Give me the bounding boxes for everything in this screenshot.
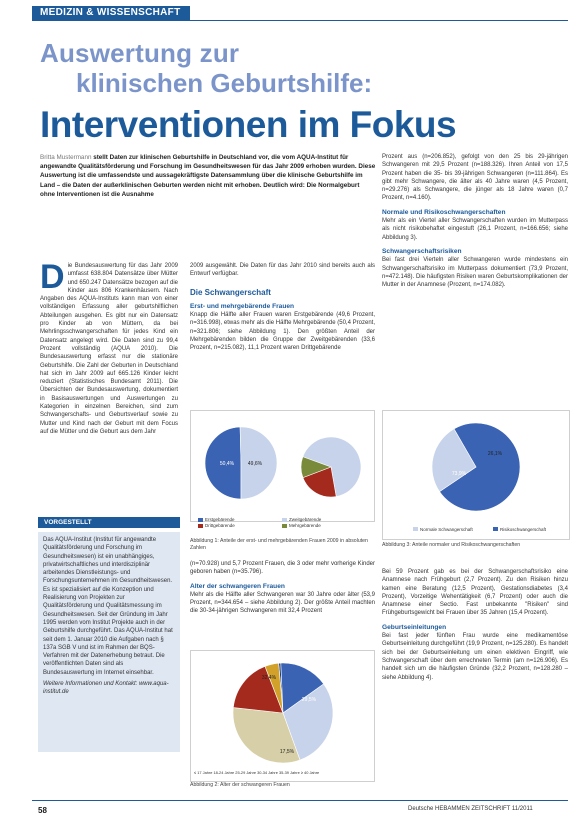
figure-3 (382, 410, 570, 540)
subheading-normal-risiko: Normale und Risikoschwangerschaften (382, 208, 506, 216)
info-box (38, 532, 180, 752)
headline: Interventionen im Fokus (40, 104, 457, 145)
title-line-1: Auswertung zur (40, 38, 240, 68)
figure-2-pie (191, 651, 374, 781)
column-2-text: Knapp die Hälfte aller Frauen waren Erstgebärende (49,6 Prozent, n=316.998), etwas mehr als die Hälfte Mehrgebärende (50,4 Prozent, n=321.806; siehe Abbildung 1). Den größten Anteil der Mehrgebärenden bilden die Gruppe der Zweitgebärenden (33,6 Prozent, n=215.082), 11,1 Prozent waren Drittgebärende (190, 312, 375, 352)
lead-paragraph (40, 153, 376, 199)
title-line-2: klinischen Geburtshilfe: (76, 68, 373, 98)
column-2-intro: 2009 ausgewählt. Die Daten für das Jahr 2010 sind bereits auch als Entwurf verfügbar. (190, 263, 375, 278)
info-box-note: Weitere Informationen und Kontakt: www.aqua-institut.de (43, 681, 169, 696)
pie-label-10: 32,4% (261, 675, 277, 681)
legend-item-2: Zweitgebärende (282, 517, 366, 523)
column-3-bottom (382, 568, 568, 682)
figure-1-legend (198, 517, 368, 529)
column-3-top (382, 153, 568, 289)
legend-label-2: Risikoschwangerschaft (500, 527, 547, 532)
subheading-alter: Alter der schwangeren Frauen (190, 582, 285, 590)
legend-item-4: Mehrgebärende (282, 523, 366, 529)
section-label: MEDIZIN & WISSENSCHAFT (32, 6, 190, 20)
subheading-risiken: Schwangerschaftsrisiken (382, 247, 462, 255)
footer-rule (32, 800, 568, 801)
figure-1-caption: Abbildung 1: Anteile der erst- und mehrgebärenden Frauen 2009 in absoluten Zahlen (190, 538, 368, 551)
figure-3-caption: Abbildung 3: Anteile normaler und Risikoschwangerschaften (382, 542, 521, 548)
header-rule (32, 20, 568, 21)
column-1-text: ie Bundesauswertung für das Jahr 2009 umfasst 638.804 Datensätze über Mütter und 650.247 Datensätze bezogen auf die Kinder aus 806 Krankenhäusern. Nach Angaben des AQUA-Instituts kann man von einer vollständigen Erfassung aller geburtshilflichen Abteilungen ausgehen. Es gibt nur ein Datensatz pro Kinder ab von Müttern, da bei Mehrlingsschwangerschaften für jedes Kind ein Datensatz angelegt wird. Die Daten sind zu 99,4 Prozent vollständig (AQUA 2010). Die Bundesauswertung erfasst nur die stationäre Geburtshilfe. Die Zahl der Geburten in Deutschland hat sich im Jahr 2009 auf 665.126 Kinder leicht reduziert (Statistisches Bundesamt 2011). Die Übersichten der Bundesauswertung, dokumentiert in Basisauswertungen und Auswertungen zu Kategorien in einzelnen Bereichen, sind zum Schwangerschafts- und Geburtsverlauf sowie zu Mutter und Kind nach der Geburt mit dem Focus auf die Mütter und die Geburt aus dem Jahr (40, 263, 178, 435)
column-1 (40, 258, 178, 436)
column-2-text-3: (n=70.928) und 5,7 Prozent Frauen, die 3 oder mehr vorherige Kinder geboren haben (n=35.796). (190, 561, 375, 576)
pie-label-12: 17,5% (279, 749, 295, 755)
info-box-header: VORGESTELLT (38, 517, 180, 528)
column-3-text-4: Bei 59 Prozent gab es bei der Schwangerschaftsrisiko eine Anamnese nach Frühgeburt (2,7 Prozent). Zu den Risiken hinzu kamen eine Beratung (12,5 Prozent), Gestationsdiabetes (3,4 Prozent), Vorzeitige Wehentätigkeit (6,7 Prozent) oder auch die Anamnese einer Sectio. Fast unbekannte "Risiken" sind Frühgeburtsgewicht bei Frauen über 35 Jahren (15,4 Prozent). (382, 569, 568, 617)
figure-3-pie (383, 411, 569, 539)
legend-item-1: Erstgebärende (198, 517, 282, 523)
pie-label-20: 73,9% (451, 471, 467, 477)
column-3-text-3: Bei fast drei Vierteln aller Schwangeren wurde mindestens ein Schwangerschaftsrisiko im Mutterpass dokumentiert (73,9 Prozent, n=472.148). Die häufigsten Risiken waren Geburtskomplikationen der Mutter in der Anamnese (Prozent, n=174.082). (382, 257, 568, 289)
column-3-text-5: Bei fast jeder fünften Frau wurde eine medikamentöse Geburtseinleitung durchgeführt (19,9 Prozent, n=125.280). Es handelt sich bei der Geburtseinleitung um einen elektiven Eingriff, wie Schwangerschaft über dem errechneten Termin (am n=126.906). Es handelt sich um die häufigsten Gründe (32,2 Prozent, n=128.280 – siehe Abbildung 4). (382, 633, 568, 681)
figure-1 (190, 410, 375, 522)
legend-swatch-1 (413, 527, 418, 531)
section-heading-schwangerschaft: Die Schwangerschaft (190, 287, 271, 297)
legend-label-1: Normale Schwangerschaft (420, 527, 473, 532)
subheading-erst-mehr: Erst- und mehrgebärende Frauen (190, 302, 295, 310)
figure-2-caption: Abbildung 2: Alter der schwangeren Frauen (190, 782, 290, 788)
column-2-text-4: Mehr als die Hälfte aller Schwangeren war 30 Jahre oder älter (53,9 Prozent, n=344.654 – siehe Abbildung 2). Der größte Anteil machten die 30-34-jährigen Schwangeren mit 32,4 Prozent (190, 591, 375, 615)
info-box-text: Das AQUA-Institut (Institut für angewandte Qualitätsförderung und Forschung im Gesundheitswesen) ist ein unabhängiges, privatwirtschaftliches und interdisziplinär arbeitendes Dienstleistungs- und Forschungsunternehmen im Gesundheitswesen. Es ist spezialisiert auf die Konzeption und Realisierung von Projekten zur Qualitätsförderung und Qualitätsmessung im Gesundheitswesen. Seit der Gründung im Jahr 1995 werden vom Institut Projekte auch in der Geburtshilfe durchgeführt. Das AQUA-Institut hat seit dem 1. Januar 2010 die Aufgaben nach § 137a SGB V und ist im Rahmen der BQS-Verfahren mit der Datenerhebung betraut. Die veröffentlichten Daten sind als Bundesauswertung im Internet einsehbar. (43, 537, 173, 676)
pie-label-1: 50,4% (219, 461, 235, 467)
figure-2-legend: ≤ 17 Jahre 18-24 Jahre 25-29 Jahre 30-34 Jahre 35-39 Jahre ≥ 40 Jahre (194, 770, 320, 775)
legend-item-3: Drittgebärende (198, 523, 282, 529)
lead-text: stellt Daten zur klinischen Geburtshilfe in Deutschland vor, die vom AQUA-Institut für angewandte Qualitätsförderung und Forschung im Gesundheitswesen für das Jahr 2009 erhoben wurden. Diese Auswertung ist die umfassendste und aussagekräftigste Datensammlung über die klinische Geburtshilfe im Land – die Daten der außerklinischen Geburten werden nicht mit erhoben. Deutlich wird: Die Normalgeburt ohne Interventionen ist die Ausnahme (40, 154, 376, 198)
pie-label-2: 49,6% (247, 461, 263, 467)
figure-2 (190, 650, 375, 782)
pie-label-21: 26,1% (487, 451, 503, 457)
column-2-bottom (190, 560, 375, 616)
legend-swatch-2 (493, 527, 498, 531)
journal-name: Deutsche HEBAMMEN ZEITSCHRIFT 11/2011 (408, 806, 533, 812)
column-2-top (190, 262, 375, 353)
subheading-einleitungen: Geburtseinleitungen (382, 623, 447, 631)
column-3-text-2: Mehr als ein Viertel aller Schwangerschaften wurden im Mutterpass als nicht risikobehaftet eingestuft (26,1 Prozent, n=166.656; siehe Abbildung 3). (382, 218, 568, 241)
column-3-text-1: Prozent aus (n=206.852), gefolgt von den 25 bis 29-jährigen Schwangeren mit 29,5 Prozent (n=188.326). Ihren Anteil von 17,5 Prozent haben die 35- bis 39-jährigen Schwangeren (n=111.864). Es gibt mehr Schwangere, die älter als 40 Jahre waren (4,5 Prozent, n=29.276) als Schwangere, die jünger als 18 Jahre waren (0,7 Prozent, n=4.160). (382, 154, 568, 202)
figure-1-pie (191, 411, 374, 521)
author-name: Britta Mustermann (40, 154, 92, 161)
page-number: 58 (38, 806, 47, 815)
pie-label-11: 29,5% (301, 697, 317, 703)
drop-cap: D (40, 258, 65, 296)
